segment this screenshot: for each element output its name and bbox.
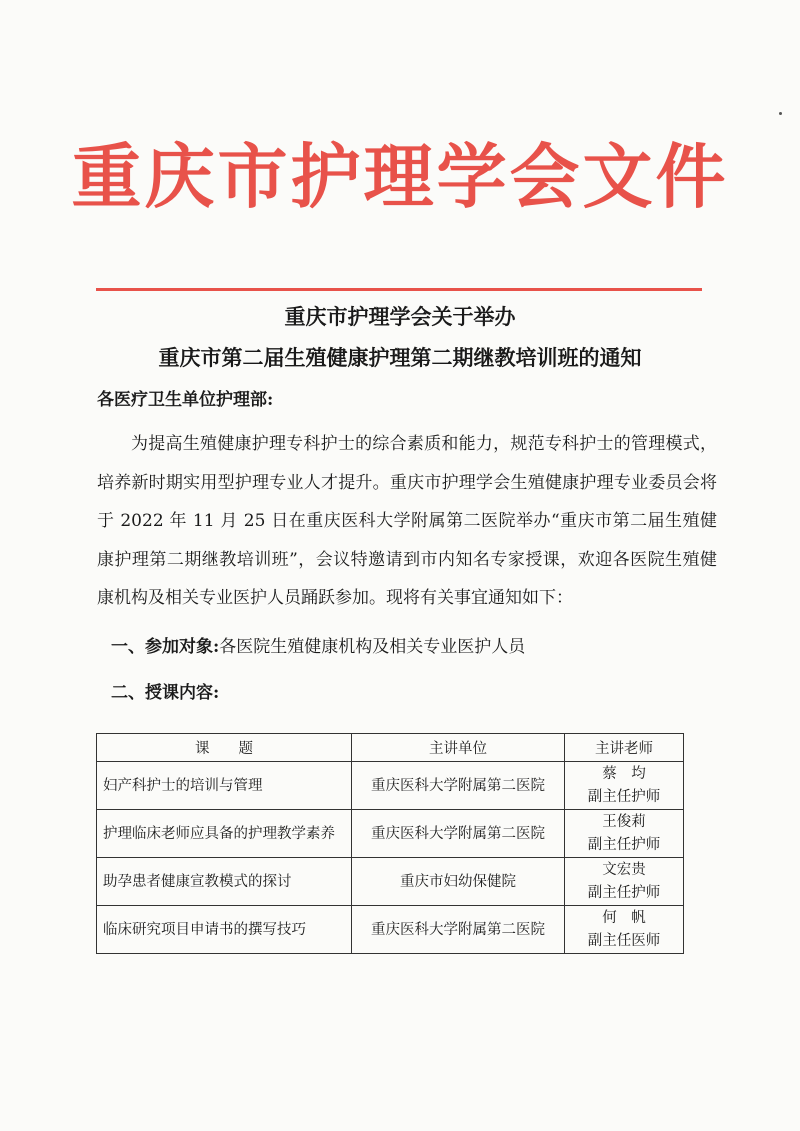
section-participants-text: 各医院生殖健康机构及相关专业医护人员 [219, 637, 526, 657]
header-unit: 主讲单位 [352, 734, 565, 762]
course-topic: 护理临床老师应具备的护理教学素养 [97, 810, 352, 858]
teacher-name: 王俊莉 [602, 813, 646, 830]
teacher-title: 副主任护师 [587, 836, 661, 853]
red-divider-rule [96, 288, 702, 291]
salutation: 各医疗卫生单位护理部: [97, 390, 274, 410]
notice-title-line2: 重庆市第二届生殖健康护理第二期继教培训班的通知 [158, 345, 642, 370]
table-row [97, 906, 684, 954]
course-unit: 重庆医科大学附属第二医院 [352, 906, 565, 954]
course-teacher [565, 858, 684, 906]
table-row [97, 810, 684, 858]
course-unit: 重庆市妇幼保健院 [352, 858, 565, 906]
course-table [96, 733, 684, 954]
teacher-title: 副主任医师 [587, 932, 661, 949]
teacher-name: 何 帆 [602, 909, 646, 926]
course-topic: 妇产科护士的培训与管理 [97, 762, 352, 810]
table-row [97, 762, 684, 810]
course-teacher [565, 810, 684, 858]
header-teacher: 主讲老师 [565, 734, 684, 762]
course-teacher [565, 762, 684, 810]
masthead-title: 重庆市护理学会文件 [71, 135, 729, 218]
section-course-content [111, 680, 219, 706]
table-row [97, 858, 684, 906]
section-participants [111, 634, 525, 660]
table-header-row [97, 734, 684, 762]
course-unit: 重庆医科大学附属第二医院 [352, 762, 565, 810]
teacher-title: 副主任护师 [587, 788, 661, 805]
body-paragraph: 为提高生殖健康护理专科护士的综合素质和能力，规范专科护士的管理模式，培养新时期实用型护理专业人才提升。重庆市护理学会生殖健康护理专业委员会将于 2022 年 11 月 25 日在重庆医科大学附属第二医院举办“重庆市第二届生殖健康护理第二期继教培训班”，会议特邀请到市内知名专家授课，欢迎各医院生殖健康机构及相关专业医护人员踊跃参加。现将有关事宜通知如下： [97, 434, 717, 608]
course-teacher [565, 906, 684, 954]
section-course-content-label: 二、授课内容: [111, 683, 220, 703]
teacher-name: 蔡 均 [602, 765, 646, 782]
course-topic: 助孕患者健康宣教模式的探讨 [97, 858, 352, 906]
header-topic: 课 题 [97, 734, 352, 762]
course-topic: 临床研究项目申请书的撰写技巧 [97, 906, 352, 954]
course-unit: 重庆医科大学附属第二医院 [352, 810, 565, 858]
teacher-title: 副主任护师 [587, 884, 661, 901]
notice-title-line1: 重庆市护理学会关于举办 [284, 304, 516, 329]
teacher-name: 文宏贵 [602, 861, 646, 878]
scan-speck [779, 112, 782, 115]
section-participants-label: 一、参加对象: [111, 637, 220, 657]
